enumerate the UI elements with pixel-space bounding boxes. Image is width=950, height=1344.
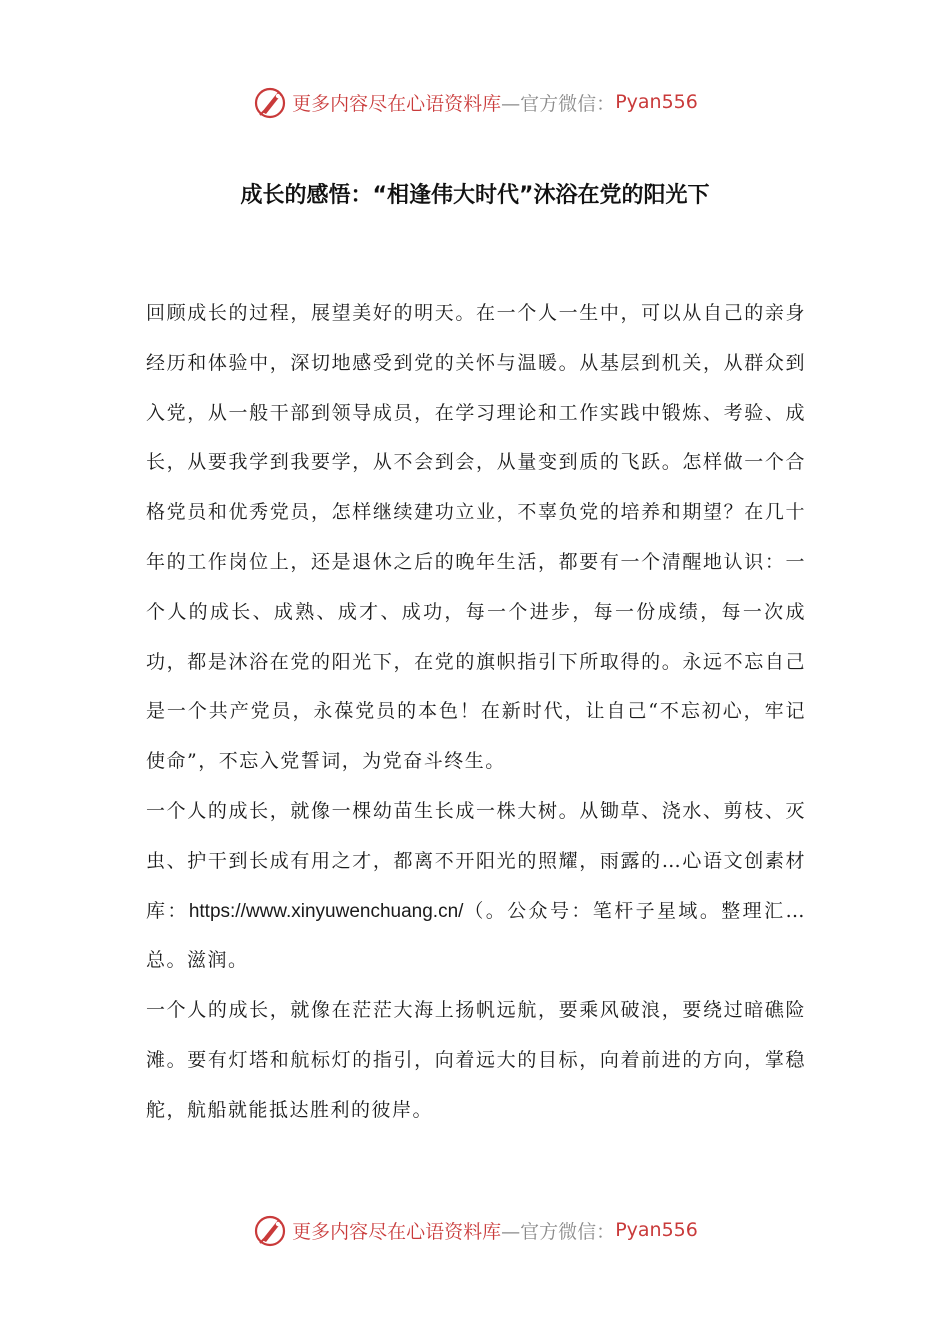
banner-slogan: 更多内容尽在心语资料库 [292,92,502,115]
banner-wechat-label: —官方微信： [501,1220,616,1243]
paragraph-3: 一个人的成长，就像在茫茫大海上扬帆远航，要乘风破浪，要绕过暗礁险滩。要有灯塔和航标灯的指引，向着远大的目标，向着前进的方向，掌稳舵，航船就能抵达胜利的彼岸。 [146,999,806,1121]
paragraph-2-before: 一个人的成长，就像一棵幼苗生长成一株大树。从锄草、浇水、剪枝、灭虫、护干到长成有用之才，都离不开阳光的照耀，雨露的…心语文创素材库： [146,799,806,922]
paragraph-2 [146,787,806,986]
document-body [146,289,806,1136]
source-url: https://www.xinyuwenchuang.cn/ [188,900,464,922]
banner-wechat-id: Pyan556 [615,91,698,113]
quill-pen-logo-icon [252,84,288,120]
banner-slogan: 更多内容尽在心语资料库 [292,1220,502,1243]
header-banner [0,82,950,122]
banner-wechat-label: —官方微信： [501,92,616,115]
banner-wechat-id: Pyan556 [615,1219,698,1241]
document-title: 成长的感悟：“相逢伟大时代”沐浴在党的阳光下 [240,183,710,208]
paragraph-1: 回顾成长的过程，展望美好的明天。在一个人一生中，可以从自己的亲身经历和体验中，深切地感受到党的关怀与温暖。从基层到机关，从群众到入党，从一般干部到领导成员，在学习理论和工作实践中锻炼、考验、成长，从要我学到我要学，从不会到会，从量变到质的飞跃。怎样做一个合格党员和优秀党员，怎样继续建功立业，不辜负党的培养和期望？在几十年的工作岗位上，还是退休之后的晚年生活，都要有一个清醒地认识：一个人的成长、成熟、成才、成功，每一个进步，每一份成绩，每一次成功，都是沐浴在党的阳光下，在党的旗帜指引下所取得的。永远不忘自己是一个共产党员，永葆党员的本色！在新时代，让自己“不忘初心，牢记使命”，不忘入党誓词，为党奋斗终生。 [146,302,806,773]
paragraph-2-after: （。公众号：笔杆子星域。整理汇…总。滋润。 [146,899,806,972]
quill-pen-logo-icon [252,1212,288,1248]
footer-banner [0,1210,950,1250]
